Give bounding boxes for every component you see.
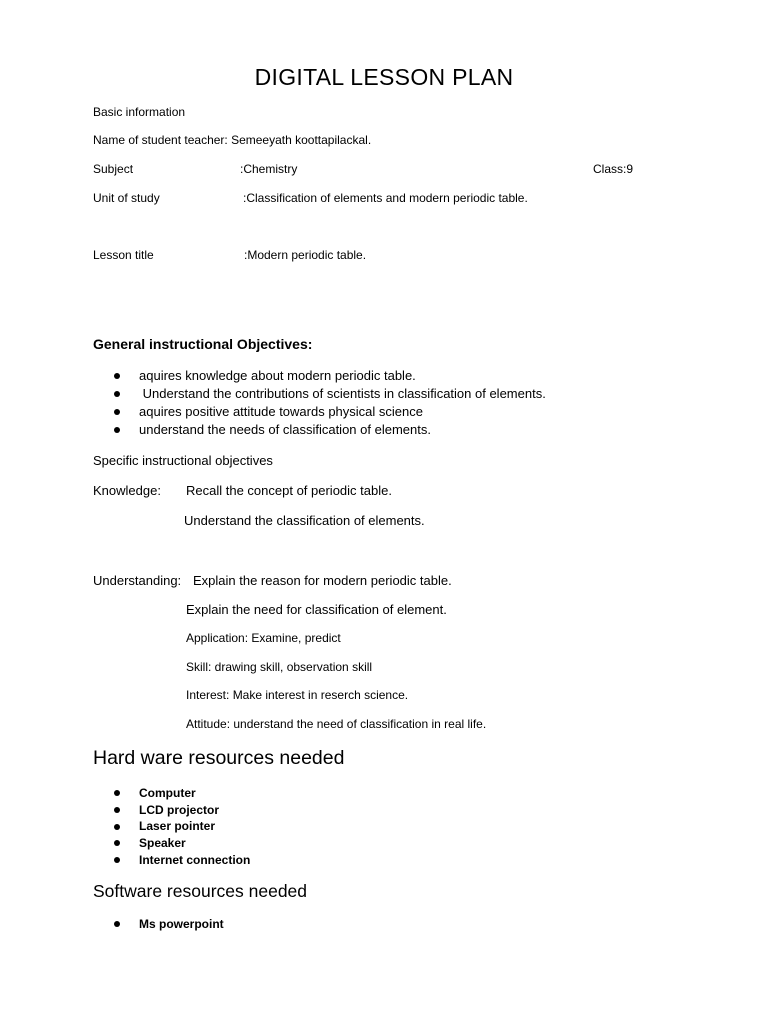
bullet-icon [114, 409, 120, 415]
subject-label: Subject [93, 162, 134, 176]
basic-info-heading: Basic information [93, 105, 186, 119]
application-objective: Application: Examine, predict [186, 631, 341, 645]
bullet-icon [114, 824, 120, 830]
class-value: Class:9 [593, 162, 634, 176]
bullet-icon [114, 373, 120, 379]
bullet-icon [114, 840, 120, 846]
software-heading: Software resources needed [93, 881, 308, 901]
bullet-icon [114, 427, 120, 433]
general-objectives-list [139, 367, 546, 439]
understanding-item-2: Explain the need for classification of element. [186, 602, 447, 617]
unit-label: Unit of study [93, 191, 160, 205]
unit-value: :Classification of elements and modern periodic table. [243, 191, 528, 205]
student-teacher-name: Name of student teacher: Semeeyath koottapilackal. [93, 133, 372, 147]
list-item: Laser pointer [139, 818, 250, 835]
understanding-item-1: Explain the reason for modern periodic table. [193, 573, 452, 588]
list-item: Speaker [139, 835, 250, 852]
list-item: Internet connection [139, 852, 250, 869]
bullet-icon [114, 790, 120, 796]
skill-objective: Skill: drawing skill, observation skill [186, 660, 373, 674]
bullet-icon [114, 391, 120, 397]
lesson-title-value: :Modern periodic table. [244, 248, 367, 262]
knowledge-item-1: Recall the concept of periodic table. [186, 483, 392, 498]
list-item: aquires positive attitude towards physical science [139, 403, 546, 421]
general-objectives-heading: General instructional Objectives: [93, 336, 313, 352]
software-list [139, 916, 224, 933]
list-item: LCD projector [139, 802, 250, 819]
hardware-heading: Hard ware resources needed [93, 747, 345, 769]
bullet-icon [114, 807, 120, 813]
subject-value: :Chemistry [240, 162, 298, 176]
page-title: DIGITAL LESSON PLAN [254, 64, 514, 90]
specific-objectives-heading: Specific instructional objectives [93, 453, 273, 468]
list-item: Understand the contributions of scientists in classification of elements. [139, 385, 546, 403]
list-item: Computer [139, 785, 250, 802]
bullet-icon [114, 921, 120, 927]
list-item: understand the needs of classification of elements. [139, 421, 546, 439]
interest-objective: Interest: Make interest in reserch science. [186, 688, 409, 702]
hardware-list [139, 785, 250, 868]
list-item: aquires knowledge about modern periodic table. [139, 367, 546, 385]
knowledge-label: Knowledge: [93, 483, 161, 498]
understanding-label: Understanding: [93, 573, 182, 588]
lesson-title-label: Lesson title [93, 248, 154, 262]
knowledge-item-2: Understand the classification of elements. [184, 513, 425, 528]
attitude-objective: Attitude: understand the need of classification in real life. [186, 717, 487, 731]
list-item: Ms powerpoint [139, 916, 224, 933]
bullet-icon [114, 857, 120, 863]
